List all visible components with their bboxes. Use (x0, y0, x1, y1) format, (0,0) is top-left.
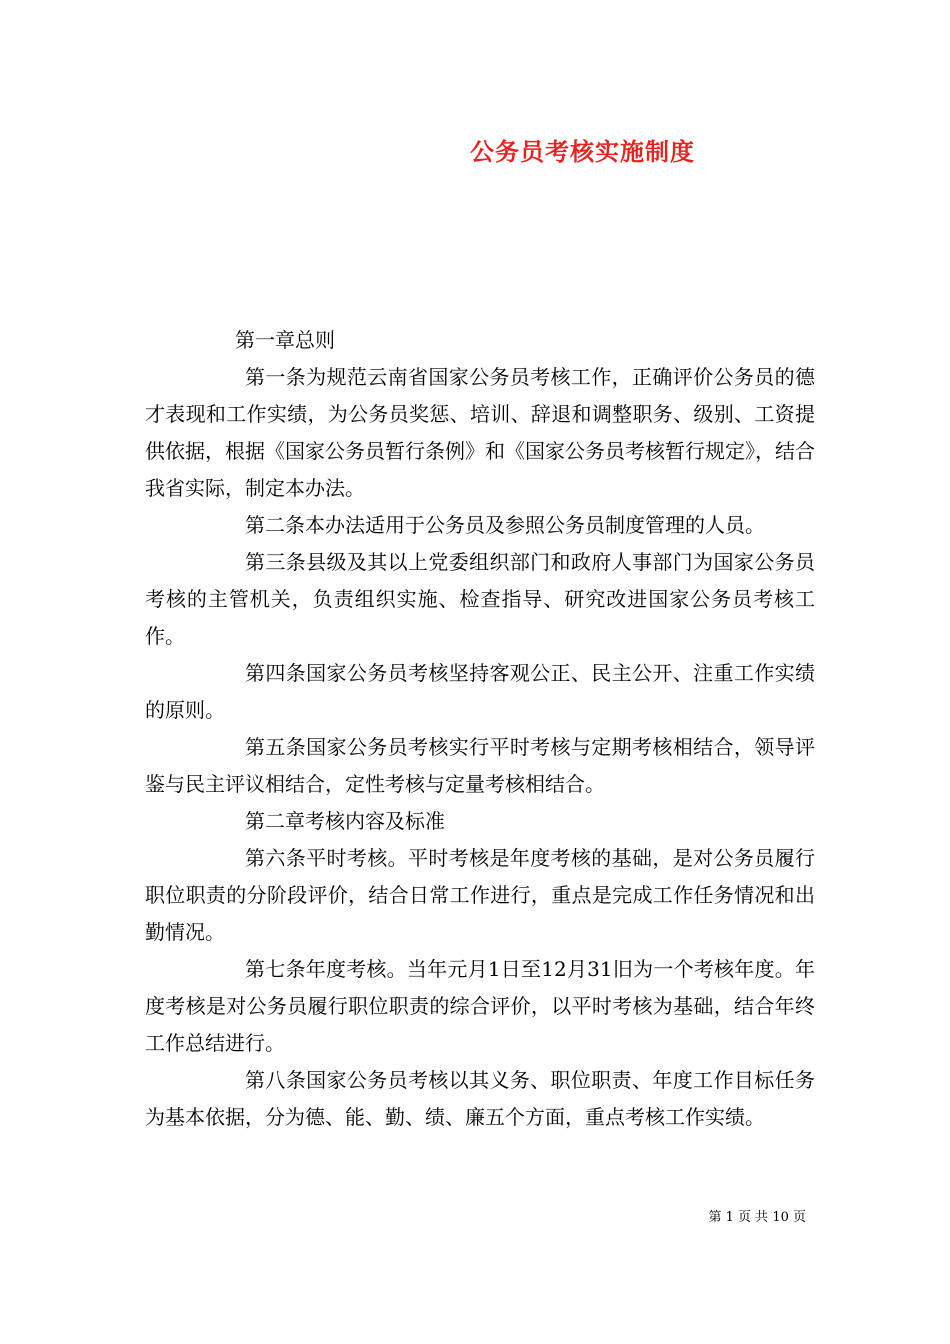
chapter-heading-1: 第一章总则 (235, 328, 335, 352)
document-title: 公务员考核实施制度 (470, 137, 695, 166)
page-number-footer: 第 1 页 共 10 页 (708, 1210, 806, 1225)
article-2: 第二条本办法适用于公务员及参照公务员制度管理的人员。 (245, 513, 765, 537)
chapter-heading-2: 第二章考核内容及标准 (245, 809, 445, 833)
article-5: 第五条国家公务员考核实行平时考核与定期考核相结合，领导评鉴与民主评议相结合，定性考核与定量考核相结合。 (145, 735, 815, 796)
article-8: 第八条国家公务员考核以其义务、职位职责、年度工作目标任务为基本依据，分为德、能、勤、绩、廉五个方面，重点考核工作实绩。 (145, 1068, 815, 1129)
article-4: 第四条国家公务员考核坚持客观公正、民主公开、注重工作实绩的原则。 (145, 661, 815, 722)
article-3: 第三条县级及其以上党委组织部门和政府人事部门为国家公务员考核的主管机关，负责组织实施、检查指导、研究改进国家公务员考核工作。 (145, 550, 815, 648)
article-7: 第七条年度考核。当年元月1日至12月31旧为一个考核年度。年度考核是对公务员履行职位职责的综合评价，以平时考核为基础，结合年终工作总结进行。 (145, 957, 815, 1055)
article-6: 第六条平时考核。平时考核是年度考核的基础，是对公务员履行职位职责的分阶段评价，结合日常工作进行，重点是完成工作任务情况和出勤情况。 (145, 846, 815, 944)
document-body (145, 322, 815, 1136)
article-1: 第一条为规范云南省国家公务员考核工作，正确评价公务员的德才表现和工作实绩，为公务员奖惩、培训、辞退和调整职务、级别、工资提供依据，根据《国家公务员暂行条例》和《国家公务员考核暂行规定》，结合我省实际，制定本办法。 (145, 365, 815, 500)
